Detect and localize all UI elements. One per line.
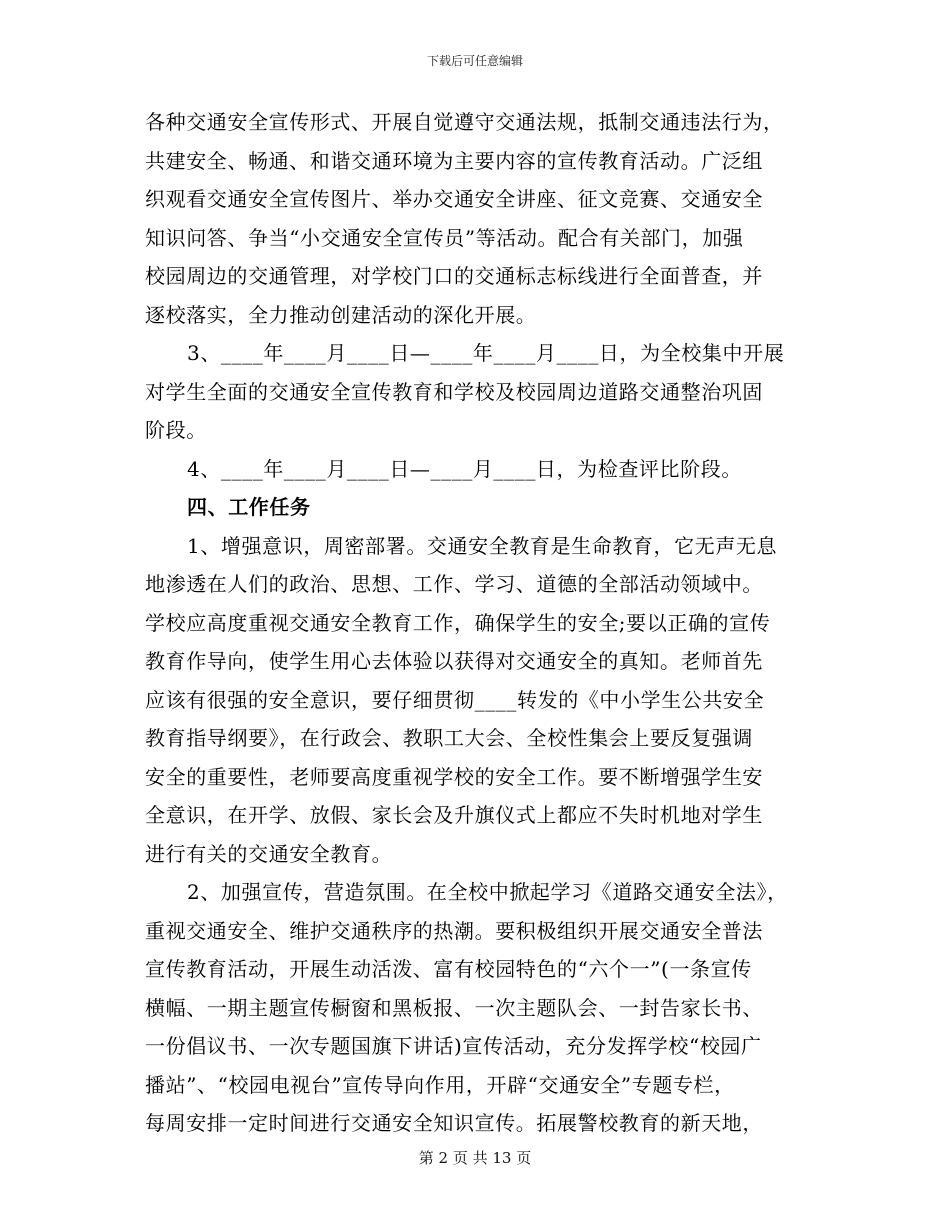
paragraph-line: 学校应高度重视交通安全教育工作，确保学生的安全;要以正确的宣传 (145, 610, 771, 635)
paragraph-line: 逐校落实，全力推动创建活动的深化开展。 (145, 302, 537, 327)
paragraph-line: 4、____年____月____日—____月____日，为检查评比阶段。 (187, 456, 742, 481)
paragraph-line: 校园周边的交通管理，对学校门口的交通标志标线进行全面普查，并 (145, 264, 763, 288)
paragraph-line: 1、增强意识，周密部署。交通安全教育是生命教育，它无声无息 (187, 533, 778, 558)
paragraph-line: 织观看交通安全宣传图片、举办交通安全讲座、征文竞赛、交通安全 (145, 187, 763, 211)
paragraph-line: 2、加强宣传，营造氛围。在全校中掀起学习《道路交通安全法》， (187, 880, 788, 904)
paragraph-line: 安全的重要性，老师要高度重视学校的安全工作。要不断增强学生安 (145, 764, 763, 789)
paragraph-line: 各种交通安全宣传形式、开展自觉遵守交通法规，抵制交通违法行为， (145, 110, 784, 134)
paragraph-line: 横幅、一期主题宣传橱窗和黑板报、一次主题队会、一封告家长书、 (145, 995, 763, 1020)
page-number: 第 2 页 共 13 页 (418, 1149, 532, 1167)
paragraph-line: 阶段。 (145, 418, 207, 442)
paragraph-line: 地渗透在人们的政治、思想、工作、学习、道德的全部活动领域中。 (145, 572, 763, 596)
paragraph-line: 共建安全、畅通、和谐交通环境为主要内容的宣传教育活动。广泛组 (145, 148, 763, 173)
document-body (145, 103, 810, 1143)
paragraph-line: 3、____年____月____日—____年____月____日，为全校集中开展 (187, 341, 785, 365)
paragraph-line: 教育作导向，使学生用心去体验以获得对交通安全的真知。老师首先 (145, 649, 763, 673)
paragraph-line: 全意识，在开学、放假、家长会及升旗仪式上都应不失时机地对学生 (145, 803, 763, 827)
paragraph-line: 一份倡议书、一次专题国旗下讲话)宣传活动，充分发挥学校“校园广 (145, 1034, 762, 1058)
paragraph-line: 播站”、“校园电视台”宣传导向作用，开辟“交通安全”专题专栏， (145, 1072, 735, 1097)
paragraph-line: 对学生全面的交通安全宣传教育和学校及校园周边道路交通整治巩固 (145, 379, 763, 404)
paragraph-line: 重视交通安全、维护交通秩序的热潮。要积极组织开展交通安全普法 (145, 918, 763, 943)
page-header-note: 下载后可任意编辑 (426, 54, 523, 68)
paragraph-line: 每周安排一定时间进行交通安全知识宣传。拓展警校教育的新天地， (145, 1111, 763, 1135)
paragraph-line: 教育指导纲要》，在行政会、教职工大会、全校性集会上要反复强调 (145, 726, 753, 750)
section-heading: 四、工作任务 (187, 495, 311, 519)
paragraph-line: 知识问答、争当“小交通安全宣传员”等活动。配合有关部门，加强 (145, 225, 744, 250)
paragraph-line: 应该有很强的安全意识，要仔细贯彻____转发的《中小学生公共安全 (145, 687, 765, 712)
paragraph-line: 进行有关的交通安全教育。 (145, 841, 393, 866)
paragraph-line: 宣传教育活动，开展生动活泼、富有校园特色的“六个一”(一条宣传 (145, 957, 752, 981)
